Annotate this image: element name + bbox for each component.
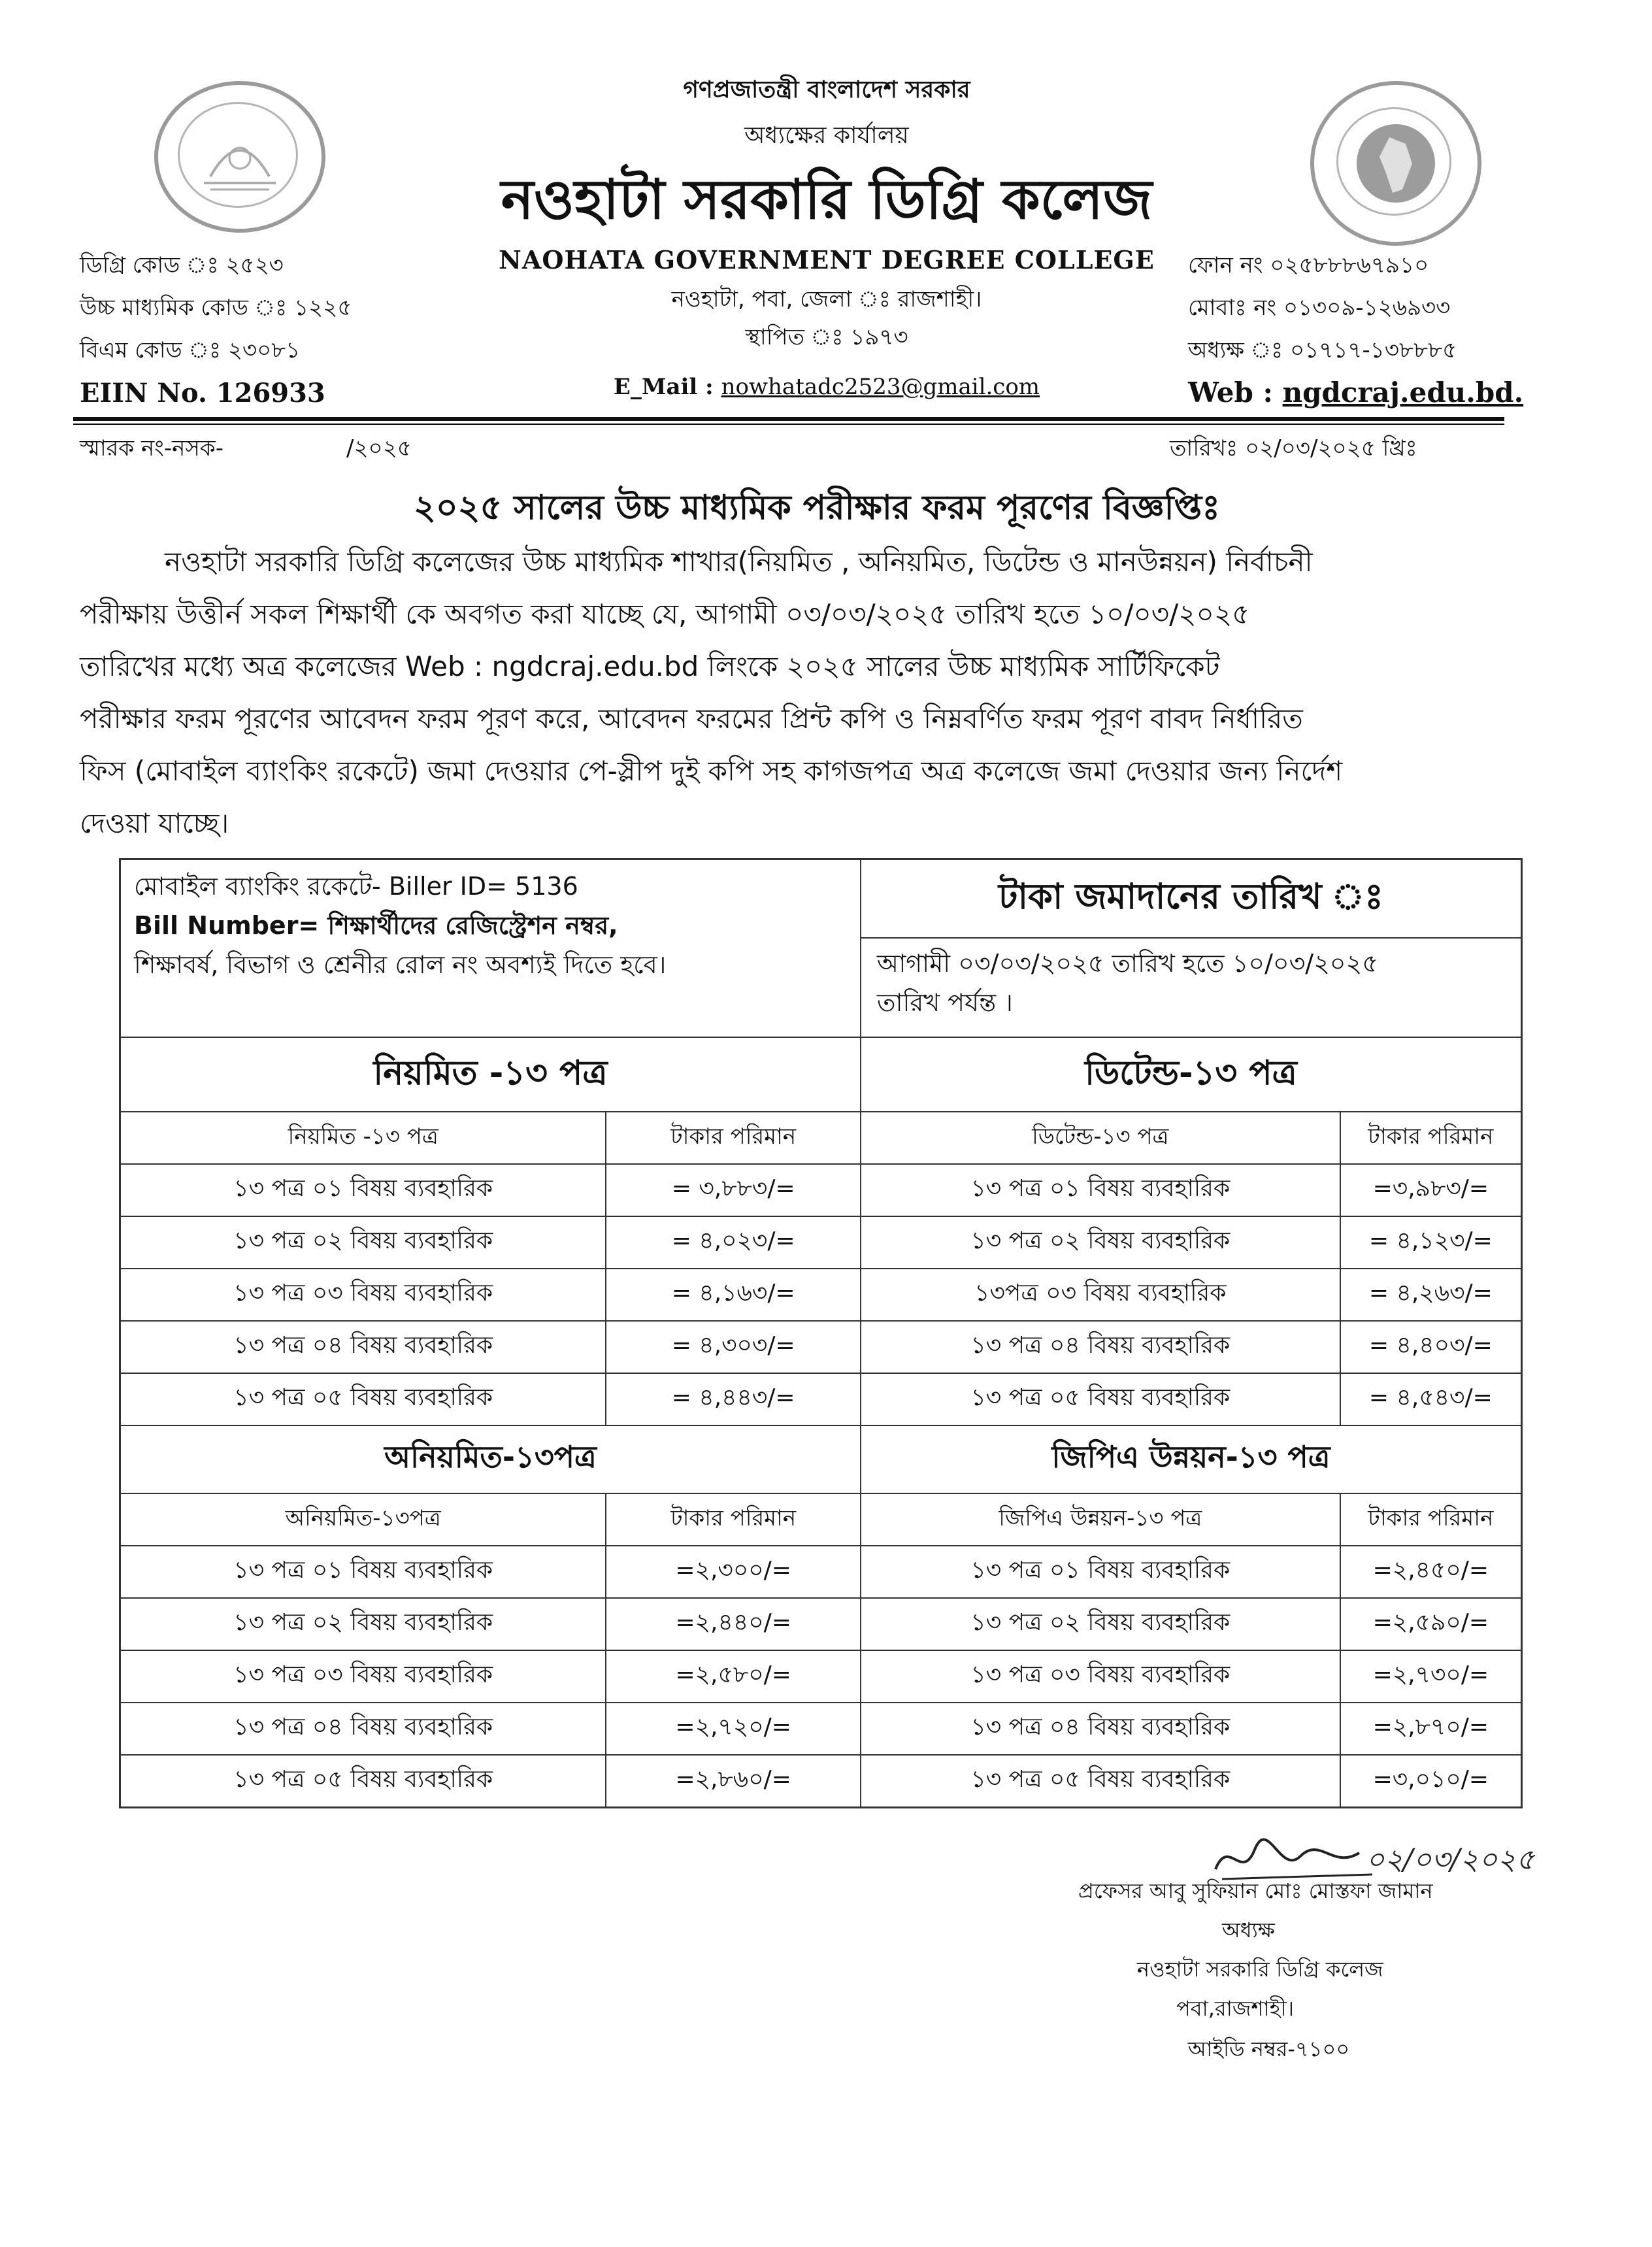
notice-title: ২০২৫ সালের উচ্চ মাধ্যমিক পরীক্ষার ফরম পূরণের বিজ্ঞপ্তিঃ bbox=[414, 488, 1220, 527]
regular-col-amount: টাকার পরিমান bbox=[606, 1112, 861, 1164]
regular-subject: ১৩ পত্র ০৩ বিষয় ব্যবহারিক bbox=[120, 1269, 606, 1321]
email-link[interactable]: nowhatadc2523@gmail.com bbox=[721, 374, 1040, 400]
deposit-line-1: আগামী ০৩/০৩/২০২৫ তারিখ হতে ১০/০৩/২০২৫ bbox=[876, 949, 1378, 978]
header-divider bbox=[73, 417, 1504, 421]
regular-title: নিয়মিত -১৩ পত্র bbox=[120, 1037, 861, 1112]
hsc-code: উচ্চ মাধ্যমিক কোড ঃ ১২২৫ bbox=[80, 295, 352, 321]
gov-title: গণপ্রজাতন্ত্রী বাংলাদেশ সরকার bbox=[683, 76, 970, 103]
column-header-row bbox=[120, 1112, 1522, 1164]
office-title: অধ্যক্ষের কার্যালয় bbox=[744, 122, 909, 149]
college-seal-left bbox=[154, 81, 325, 233]
signature-date: ০২/০৩/২০২৫ bbox=[1366, 1843, 1535, 1876]
gpa-subject: ১৩ পত্র ০৪ বিষয় ব্যবহারিক bbox=[861, 1703, 1340, 1755]
irregular-amount: =২,৮৬০/= bbox=[606, 1755, 861, 1807]
table-row bbox=[120, 1373, 1522, 1425]
principal-number: অধ্যক্ষ ঃ ০১৭১৭-১৩৮৮৮৫ bbox=[1188, 337, 1457, 363]
gpa-title: জিপিএ উন্নয়ন-১৩ পত্র bbox=[861, 1425, 1522, 1493]
irregular-amount: =২,৫৮০/= bbox=[606, 1650, 861, 1703]
college-name-bn: নওহাটা সরকারি ডিগ্রি কলেজ bbox=[501, 167, 1153, 231]
regular-amount: = ৪,৪৪৩/= bbox=[606, 1373, 861, 1425]
regular-amount: = ৪,১৬৩/= bbox=[606, 1269, 861, 1321]
gpa-amount: =২,৭৩০/= bbox=[1340, 1650, 1522, 1703]
table-row bbox=[120, 1650, 1522, 1703]
table-row bbox=[120, 1546, 1522, 1598]
notice-line: নওহাটা সরকারি ডিগ্রি কলেজের উচ্চ মাধ্যমিক শাখার(নিয়মিত , অনিয়মিত, ডিটেন্ড ও মানউন্নয়ন) নির্বাচনী bbox=[165, 546, 1313, 578]
detained-amount: = ৪,৫৪৩/= bbox=[1340, 1373, 1522, 1425]
memo-date: তারিখঃ ০২/০৩/২০২৫ খ্রিঃ bbox=[1170, 435, 1417, 461]
detained-subject: ১৩ পত্র ০৪ বিষয় ব্যবহারিক bbox=[861, 1321, 1340, 1373]
gpa-subject: ১৩ পত্র ০২ বিষয় ব্যবহারিক bbox=[861, 1598, 1340, 1650]
signatory-name: প্রফেসর আবু সুফিয়ান মোঃ মোস্তফা জামান bbox=[1078, 1878, 1433, 1903]
section-header-row bbox=[120, 1425, 1522, 1493]
degree-code: ডিগ্রি কোড ঃ ২৫২৩ bbox=[80, 252, 284, 278]
email-label: E_Mail : bbox=[613, 374, 721, 400]
biller-info-cell bbox=[120, 859, 861, 1038]
detained-subject: ১৩ পত্র ০৫ বিষয় ব্যবহারিক bbox=[861, 1373, 1340, 1425]
gpa-col-subject: জিপিএ উন্নয়ন-১৩ পত্র bbox=[861, 1493, 1340, 1546]
payment-info-row bbox=[120, 859, 1522, 1038]
college-address: নওহাটা, পবা, জেলা ঃ রাজশাহী। bbox=[671, 286, 982, 312]
detained-amount: = ৪,২৬৩/= bbox=[1340, 1269, 1522, 1321]
irregular-amount: =২,৩০০/= bbox=[606, 1546, 861, 1598]
header-divider-thin bbox=[73, 424, 1504, 425]
signatory-designation: অধ্যক্ষ bbox=[1222, 1918, 1275, 1942]
detained-amount: = ৪,৪০৩/= bbox=[1340, 1321, 1522, 1373]
irregular-subject: ১৩ পত্র ০১ বিষয় ব্যবহারিক bbox=[120, 1546, 606, 1598]
signatory-college: নওহাটা সরকারি ডিগ্রি কলেজ bbox=[1137, 1957, 1383, 1982]
signatory-place: পবা,রাজশাহী। bbox=[1176, 1996, 1295, 2021]
regular-subject: ১৩ পত্র ০৫ বিষয় ব্যবহারিক bbox=[120, 1373, 606, 1425]
detained-subject: ১৩পত্র ০৩ বিষয় ব্যবহারিক bbox=[861, 1269, 1340, 1321]
regular-subject: ১৩ পত্র ০২ বিষয় ব্যবহারিক bbox=[120, 1216, 606, 1269]
government-seal-right bbox=[1310, 81, 1481, 246]
regular-subject: ১৩ পত্র ০১ বিষয় ব্যবহারিক bbox=[120, 1164, 606, 1216]
irregular-col-subject: অনিয়মিত-১৩পত্র bbox=[120, 1493, 606, 1546]
irregular-title: অনিয়মিত-১৩পত্র bbox=[120, 1425, 861, 1493]
web-label: Web : bbox=[1188, 376, 1283, 408]
regular-amount: = ৪,৩০৩/= bbox=[606, 1321, 861, 1373]
regular-subject: ১৩ পত্র ০৪ বিষয় ব্যবহারিক bbox=[120, 1321, 606, 1373]
signatory-id: আইডি নম্বর-৭১০০ bbox=[1188, 2037, 1350, 2061]
memo-year: /২০২৫ bbox=[346, 435, 412, 461]
irregular-amount: =২,৭২০/= bbox=[606, 1703, 861, 1755]
gpa-amount: =২,৪৫০/= bbox=[1340, 1546, 1522, 1598]
eiin-number: EIIN No. 126933 bbox=[80, 378, 325, 408]
irregular-subject: ১৩ পত্র ০৩ বিষয় ব্যবহারিক bbox=[120, 1650, 606, 1703]
deposit-date-cell bbox=[861, 859, 1522, 1038]
biller-id: মোবাইল ব্যাংকিং রকেটে- Biller ID= 5136 bbox=[134, 872, 578, 901]
table-row bbox=[120, 1164, 1522, 1216]
detained-amount: = ৪,১২৩/= bbox=[1340, 1216, 1522, 1269]
detained-subject: ১৩ পত্র ০২ বিষয় ব্যবহারিক bbox=[861, 1216, 1340, 1269]
gpa-subject: ১৩ পত্র ০৩ বিষয় ব্যবহারিক bbox=[861, 1650, 1340, 1703]
bm-code: বিএম কোড ঃ ২৩০৮১ bbox=[80, 337, 301, 363]
phone-number: ফোন নং ০২৫৮৮৮৬৭৯১০ bbox=[1188, 252, 1429, 278]
fee-table bbox=[119, 858, 1523, 1808]
detained-col-amount: টাকার পরিমান bbox=[1340, 1112, 1522, 1164]
memo-ref: স্মারক নং-নসক- bbox=[80, 435, 223, 461]
irregular-amount: =২,৪৪০/= bbox=[606, 1598, 861, 1650]
notice-line: তারিখের মধ্যে অত্র কলেজের Web : ngdcraj.edu.bd লিংকে ২০২৫ সালের উচ্চ মাধ্যমিক সার্টিফিকেট bbox=[80, 650, 1220, 682]
notice-line: পরীক্ষায় উত্তীর্ন সকল শিক্ষার্থী কে অবগত করা যাচ্ছে যে, আগামী ০৩/০৩/২০২৫ তারিখ হতে ১০/০৩/২০২৫ bbox=[80, 598, 1250, 630]
deposit-title: টাকা জমাদানের তারিখ ঃ bbox=[861, 860, 1521, 939]
detained-subject: ১৩ পত্র ০১ বিষয় ব্যবহারিক bbox=[861, 1164, 1340, 1216]
gpa-amount: =৩,০১০/= bbox=[1340, 1755, 1522, 1807]
notice-line: ফিস (মোবাইল ব্যাংকিং রকেটে) জমা দেওয়ার পে-স্লীপ দুই কপি সহ কাগজপত্র অত্র কলেজে জমা দেওয়ার জন্য নির্দেশ bbox=[80, 755, 1343, 787]
detained-title: ডিটেন্ড-১৩ পত্র bbox=[861, 1037, 1522, 1112]
web-line bbox=[1188, 376, 1523, 408]
notice-line: দেওয়া যাচ্ছে। bbox=[80, 807, 229, 839]
table-row bbox=[120, 1321, 1522, 1373]
section-header-row bbox=[120, 1037, 1522, 1112]
irregular-subject: ১৩ পত্র ০২ বিষয় ব্যবহারিক bbox=[120, 1598, 606, 1650]
bill-number: Bill Number= শিক্ষার্থীদের রেজিস্ট্রেশন নম্বর, bbox=[134, 911, 618, 940]
gpa-amount: =২,৮৭০/= bbox=[1340, 1703, 1522, 1755]
column-header-row bbox=[120, 1493, 1522, 1546]
established: স্থাপিত ঃ ১৯৭৩ bbox=[745, 324, 908, 350]
irregular-subject: ১৩ পত্র ০৪ বিষয় ব্যবহারিক bbox=[120, 1703, 606, 1755]
mobile-number: মোবাঃ নং ০১৩০৯-১২৬৯৩৩ bbox=[1188, 295, 1451, 321]
gpa-col-amount: টাকার পরিমান bbox=[1340, 1493, 1522, 1546]
notice-body bbox=[80, 536, 1628, 850]
table-row bbox=[120, 1755, 1522, 1807]
irregular-subject: ১৩ পত্র ০৫ বিষয় ব্যবহারিক bbox=[120, 1755, 606, 1807]
detained-amount: =৩,৯৮৩/= bbox=[1340, 1164, 1522, 1216]
table-row bbox=[120, 1598, 1522, 1650]
detained-col-subject: ডিটেন্ড-১৩ পত্র bbox=[861, 1112, 1340, 1164]
table-row bbox=[120, 1269, 1522, 1321]
notice-line: পরীক্ষার ফরম পূরণের আবেদন ফরম পূরণ করে, আবেদন ফরমের প্রিন্ট কপি ও নিম্নবর্ণিত ফরম পূরণ বাবদ নির্ধারিত bbox=[80, 703, 1303, 735]
irregular-col-amount: টাকার পরিমান bbox=[606, 1493, 861, 1546]
regular-col-subject: নিয়মিত -১৩ পত্র bbox=[120, 1112, 606, 1164]
table-row bbox=[120, 1703, 1522, 1755]
email-line bbox=[392, 374, 1261, 400]
gpa-subject: ১৩ পত্র ০১ বিষয় ব্যবহারিক bbox=[861, 1546, 1340, 1598]
gpa-subject: ১৩ পত্র ০৫ বিষয় ব্যবহারিক bbox=[861, 1755, 1340, 1807]
college-name-en: NAOHATA GOVERNMENT DEGREE COLLEGE bbox=[499, 245, 1155, 275]
gpa-amount: =২,৫৯০/= bbox=[1340, 1598, 1522, 1650]
deposit-line-2: তারিখ পর্যন্ত । bbox=[876, 988, 1013, 1017]
bill-number-detail: শিক্ষাবর্ষ, বিভাগ ও শ্রেনীর রোল নং অবশ্যই দিতে হবে। bbox=[134, 950, 667, 979]
regular-amount: = ৪,০২৩/= bbox=[606, 1216, 861, 1269]
web-link[interactable]: ngdcraj.edu.bd. bbox=[1282, 376, 1524, 408]
table-row bbox=[120, 1216, 1522, 1269]
regular-amount: = ৩,৮৮৩/= bbox=[606, 1164, 861, 1216]
